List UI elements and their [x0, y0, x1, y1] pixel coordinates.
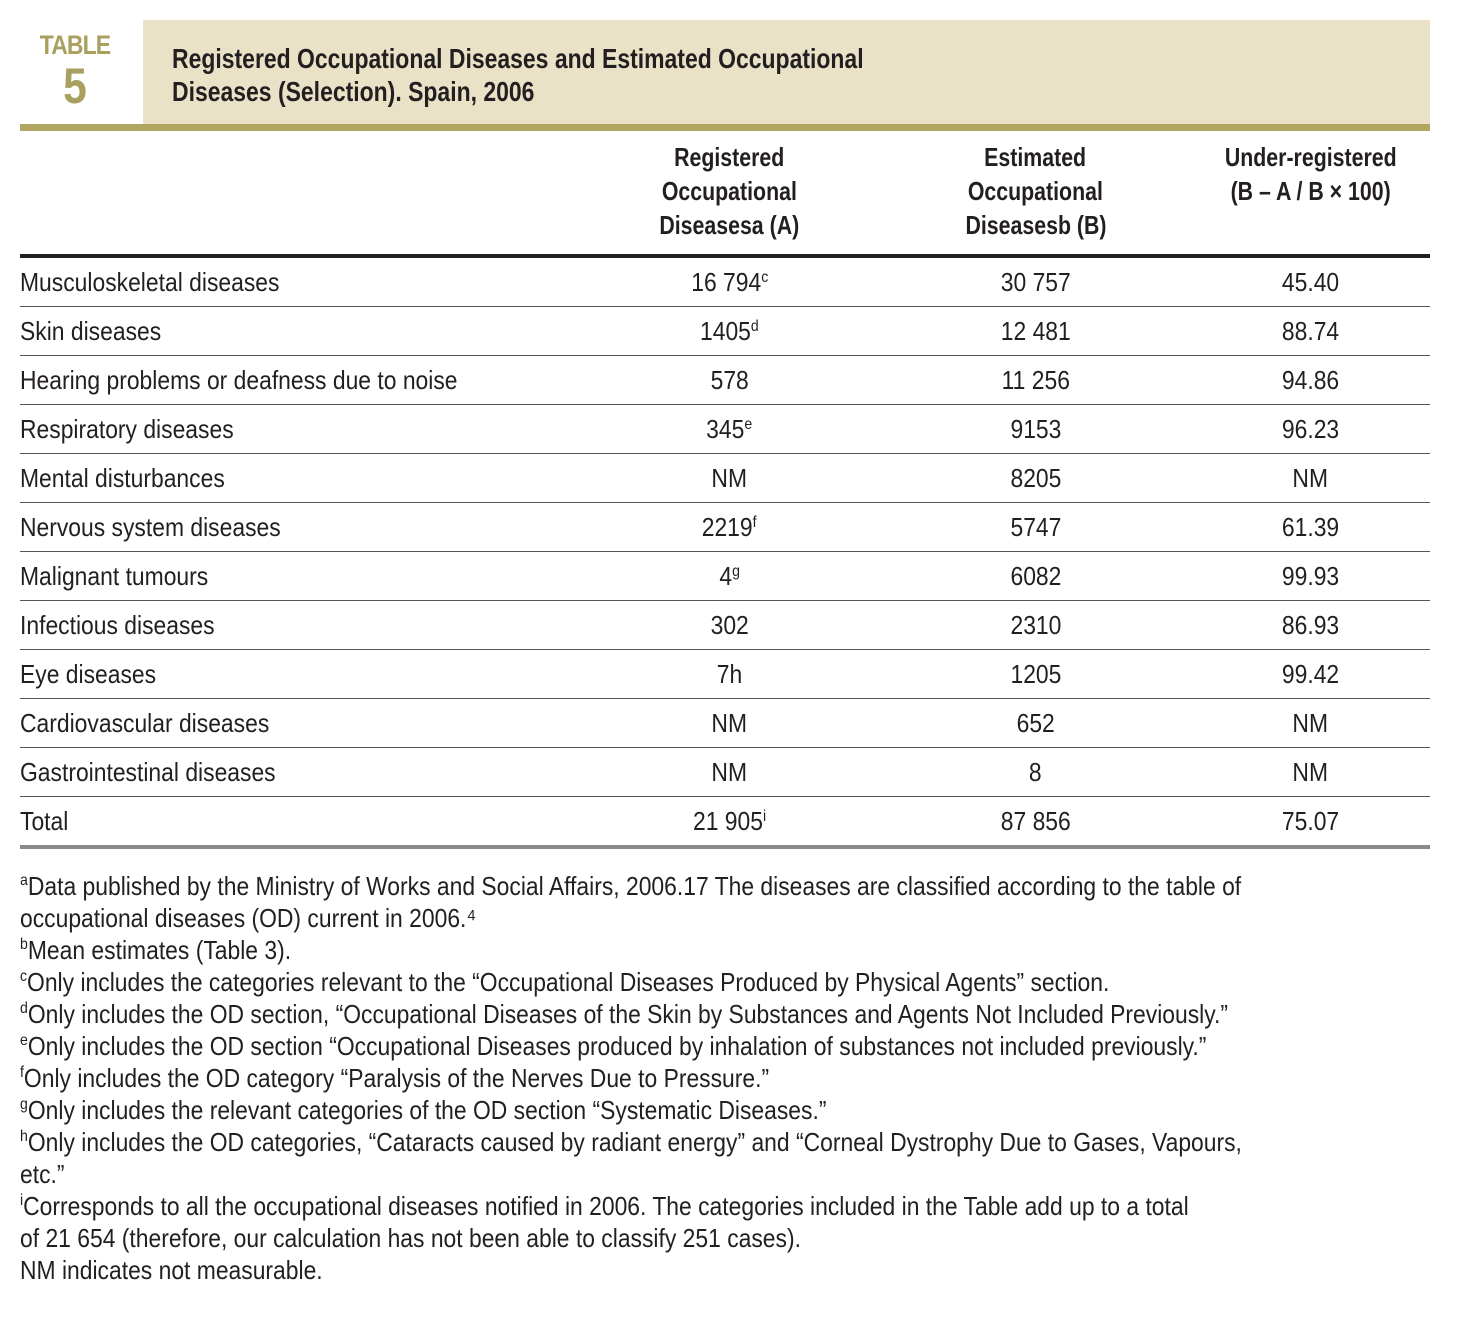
under-registered-cell — [1191, 454, 1430, 503]
registered-cell-value — [707, 414, 753, 445]
registered-cell-value — [717, 659, 742, 690]
estimated-cell — [880, 356, 1191, 405]
registered-cell — [579, 601, 880, 650]
estimated-cell — [880, 797, 1191, 848]
under-registered-cell-value — [1282, 267, 1339, 298]
disease-name-value — [20, 414, 234, 445]
disease-name — [20, 454, 579, 503]
under-registered-cell — [1191, 601, 1430, 650]
registered-cell-value — [693, 806, 766, 837]
disease-name-text: Respiratory diseases — [20, 413, 234, 444]
estimated-cell-value — [1001, 267, 1071, 298]
registered-cell-text: 7h — [716, 658, 743, 689]
footnote-line: Corresponds to all the occupational diseases notified in 2006. The categories included in the Table add up to a total — [23, 1191, 1189, 1221]
estimated-cell-value — [1001, 806, 1071, 837]
under-registered-cell-value — [1282, 414, 1339, 445]
estimated-cell-text: 11 256 — [1001, 364, 1070, 395]
registered-cell — [579, 256, 880, 307]
table-row — [20, 650, 1430, 699]
footnote-line: of 21 654 (therefore, our calculation has not been able to classify 251 cases). — [20, 1223, 801, 1253]
estimated-cell — [880, 601, 1191, 650]
table-row — [20, 552, 1430, 601]
disease-name-value — [20, 806, 68, 837]
under-registered-cell-value — [1282, 659, 1339, 690]
footnote-marker: f — [20, 1064, 24, 1081]
footnote-marker: d — [20, 1000, 28, 1017]
estimated-cell-text: 12 481 — [1000, 315, 1071, 346]
disease-name — [20, 256, 579, 307]
table-row — [20, 454, 1430, 503]
disease-name-value — [20, 561, 208, 592]
footnote — [20, 1062, 1393, 1094]
column-header — [579, 140, 880, 256]
column-header-line: Registered — [674, 142, 785, 172]
estimated-cell-text: 5747 — [1010, 511, 1061, 542]
footnote-marker: e — [744, 415, 753, 433]
column-header — [880, 140, 1191, 256]
footnote-marker: h — [20, 1128, 28, 1145]
column-header-line: Occupational — [968, 176, 1104, 206]
registered-cell — [579, 797, 880, 848]
estimated-cell — [880, 650, 1191, 699]
estimated-cell — [880, 256, 1191, 307]
under-registered-cell — [1191, 256, 1430, 307]
table-title — [172, 42, 1074, 108]
column-header-line: Occupational — [662, 176, 798, 206]
table-row — [20, 256, 1430, 307]
footnote-marker: g — [20, 1096, 28, 1113]
footnote-line: Data published by the Ministry of Works and Social Affairs, 2006.17 The diseases are classified according to the table of — [27, 871, 1242, 901]
under-registered-cell-value — [1282, 512, 1339, 543]
registered-cell — [579, 405, 880, 454]
registered-cell-text: 2219 — [702, 511, 754, 542]
disease-name — [20, 601, 579, 650]
disease-name-value — [20, 512, 281, 543]
under-registered-cell — [1191, 552, 1430, 601]
column-header-line: Estimated — [984, 142, 1087, 172]
disease-name — [20, 552, 579, 601]
registered-cell-value — [712, 463, 748, 494]
disease-name-text: Musculoskeletal diseases — [20, 266, 280, 297]
table-row — [20, 748, 1430, 797]
under-registered-cell-value — [1293, 463, 1329, 494]
footnote-marker: b — [20, 936, 28, 953]
footnote-line: Only includes the categories relevant to the “Occupational Diseases Produced by Physical Agents” section. — [27, 967, 1110, 997]
header-blank — [20, 140, 579, 256]
under-registered-cell-text: 94.86 — [1281, 364, 1340, 395]
table-label-word: TABLE — [39, 30, 111, 60]
footnote-line: Only includes the OD section, “Occupational Diseases of the Skin by Substances and Agents Not Included Previously.” — [27, 999, 1228, 1029]
under-registered-cell-text: NM — [1292, 756, 1329, 787]
estimated-cell-text: 2310 — [1010, 609, 1061, 640]
registered-cell-value — [712, 708, 748, 739]
table-row — [20, 503, 1430, 552]
disease-name-value — [20, 365, 458, 396]
estimated-cell-value — [1016, 708, 1054, 739]
under-registered-cell-text: 86.93 — [1281, 609, 1340, 640]
disease-name — [20, 748, 579, 797]
estimated-cell-text: 9153 — [1010, 413, 1061, 444]
estimated-cell-value — [1010, 414, 1061, 445]
under-registered-cell-value — [1293, 757, 1329, 788]
accent-divider — [20, 124, 1430, 131]
estimated-cell — [880, 552, 1191, 601]
footnote — [20, 998, 1393, 1030]
registered-cell-text: 578 — [710, 364, 749, 395]
registered-cell-text: 21 905 — [693, 805, 763, 836]
under-registered-cell-text: 99.42 — [1281, 658, 1340, 689]
disease-name-value — [20, 316, 161, 347]
registered-cell-text: 302 — [710, 609, 749, 640]
column-header-line: (B – A / B × 100) — [1230, 176, 1391, 206]
registered-cell — [579, 699, 880, 748]
footnote — [20, 1126, 1393, 1190]
footnote-line: Only includes the relevant categories of the OD section “Systematic Diseases.” — [27, 1095, 827, 1125]
estimated-cell-value — [1029, 757, 1042, 788]
registered-cell-value — [710, 610, 748, 641]
disease-name — [20, 503, 579, 552]
table-number: 5 — [63, 58, 87, 114]
registered-cell — [579, 552, 880, 601]
table-row — [20, 405, 1430, 454]
under-registered-cell-value — [1282, 806, 1339, 837]
footnote-marker: c — [20, 968, 28, 985]
column-header-line: Diseasesa (A) — [659, 210, 800, 240]
registered-cell — [579, 503, 880, 552]
estimated-cell-value — [1010, 512, 1061, 543]
registered-cell-value — [700, 316, 759, 347]
disease-name-text: Mental disturbances — [20, 462, 225, 493]
footnote-marker: a — [20, 872, 28, 889]
registered-cell — [579, 356, 880, 405]
footnote — [20, 966, 1393, 998]
footnote-line: occupational diseases (OD) current in 2006.⁴ — [20, 903, 477, 933]
disease-name-text: Infectious diseases — [20, 609, 215, 640]
registered-cell-text: NM — [711, 462, 748, 493]
estimated-cell-value — [1010, 561, 1061, 592]
footnote-line: Only includes the OD category “Paralysis of the Nerves Due to Pressure.” — [23, 1063, 770, 1093]
footnote — [20, 1030, 1393, 1062]
estimated-cell-text: 6082 — [1010, 560, 1061, 591]
registered-cell-text: NM — [711, 707, 748, 738]
registered-cell — [579, 748, 880, 797]
disease-name — [20, 699, 579, 748]
estimated-cell-value — [1001, 365, 1069, 396]
under-registered-cell-text: 96.23 — [1281, 413, 1340, 444]
under-registered-cell-text: 61.39 — [1281, 511, 1340, 542]
estimated-cell — [880, 405, 1191, 454]
disease-name-text: Cardiovascular diseases — [20, 707, 270, 738]
title-line-1: Registered Occupational Diseases and Estimated Occupational — [172, 43, 864, 74]
under-registered-cell-text: 75.07 — [1281, 805, 1340, 836]
registered-cell-value — [702, 512, 757, 543]
disease-name-text: Eye diseases — [20, 658, 157, 689]
title-line-2: Diseases (Selection). Spain, 2006 — [172, 76, 535, 107]
under-registered-cell-text: NM — [1292, 462, 1329, 493]
disease-name-text: Skin diseases — [20, 315, 162, 346]
disease-name — [20, 405, 579, 454]
registered-cell-value — [691, 267, 768, 298]
estimated-cell-text: 8205 — [1010, 462, 1061, 493]
table-row — [20, 601, 1430, 650]
disease-name-text: Total — [20, 805, 69, 836]
disease-name-value — [20, 463, 225, 494]
estimated-cell-text: 8 — [1029, 756, 1042, 787]
footnote-marker: i — [762, 807, 767, 825]
under-registered-cell-value — [1293, 708, 1329, 739]
footnotes — [20, 870, 1393, 1286]
footnote-line: Mean estimates (Table 3). — [27, 935, 292, 965]
footnote-line: NM indicates not measurable. — [20, 1255, 323, 1285]
registered-cell-text: 16 794 — [691, 266, 762, 297]
disease-name-value — [20, 610, 215, 641]
estimated-cell-value — [1001, 316, 1071, 347]
estimated-cell-text: 87 856 — [1000, 805, 1071, 836]
registered-cell-value — [719, 561, 740, 592]
footnote-marker: d — [751, 317, 759, 335]
estimated-cell — [880, 748, 1191, 797]
column-header — [1191, 140, 1430, 256]
registered-cell-text: NM — [711, 756, 748, 787]
data-table — [20, 140, 1430, 849]
footnote — [20, 1190, 1393, 1254]
disease-name — [20, 797, 579, 848]
footnote-marker: f — [753, 513, 757, 531]
column-header-line: Diseasesb (B) — [965, 210, 1107, 240]
footnote-marker: i — [20, 1192, 24, 1209]
under-registered-cell — [1191, 307, 1430, 356]
disease-name-value — [20, 708, 269, 739]
table-row — [20, 797, 1430, 848]
registered-cell — [579, 650, 880, 699]
registered-cell-text: 1405 — [700, 315, 752, 346]
registered-cell-value — [710, 365, 748, 396]
disease-name-text: Nervous system diseases — [20, 511, 281, 542]
estimated-cell-value — [1010, 463, 1061, 494]
footnote — [20, 1094, 1393, 1126]
column-header-line: Under-registered — [1224, 142, 1397, 172]
under-registered-cell — [1191, 503, 1430, 552]
footnote-line: etc.” — [20, 1159, 65, 1189]
footnote — [20, 870, 1393, 934]
under-registered-cell — [1191, 748, 1430, 797]
footnote — [20, 934, 1393, 966]
header-row — [20, 140, 1430, 256]
table-label — [20, 30, 130, 112]
table-row — [20, 699, 1430, 748]
under-registered-cell-text: NM — [1292, 707, 1329, 738]
registered-cell-value — [712, 757, 748, 788]
registered-cell-text: 345 — [706, 413, 745, 444]
disease-name-value — [20, 659, 156, 690]
under-registered-cell-value — [1282, 365, 1339, 396]
table-row — [20, 307, 1430, 356]
estimated-cell-text: 30 757 — [1000, 266, 1071, 297]
registered-cell-text: 4 — [719, 560, 733, 591]
estimated-cell-value — [1010, 610, 1061, 641]
under-registered-cell — [1191, 699, 1430, 748]
under-registered-cell — [1191, 650, 1430, 699]
disease-name — [20, 356, 579, 405]
footnote-line: Only includes the OD categories, “Cataracts caused by radiant energy” and “Corneal Dystrophy Due to Gases, Vapours, — [27, 1127, 1242, 1157]
footnote — [20, 1254, 1393, 1286]
under-registered-cell-text: 45.40 — [1281, 266, 1340, 297]
estimated-cell — [880, 699, 1191, 748]
estimated-cell — [880, 454, 1191, 503]
under-registered-cell-value — [1282, 561, 1339, 592]
estimated-cell-text: 1205 — [1010, 658, 1061, 689]
disease-name-text: Gastrointestinal diseases — [20, 756, 276, 787]
estimated-cell-value — [1010, 659, 1061, 690]
under-registered-cell — [1191, 356, 1430, 405]
disease-name-text: Hearing problems or deafness due to noise — [20, 364, 458, 395]
disease-name-value — [20, 757, 276, 788]
under-registered-cell — [1191, 797, 1430, 848]
estimated-cell — [880, 307, 1191, 356]
footnote-line: Only includes the OD section “Occupational Diseases produced by inhalation of substances not included previously.” — [27, 1031, 1207, 1061]
registered-cell — [579, 454, 880, 503]
disease-name-value — [20, 267, 279, 298]
under-registered-cell-value — [1282, 316, 1339, 347]
disease-name — [20, 307, 579, 356]
footnote-marker: e — [20, 1032, 28, 1049]
estimated-cell-text: 652 — [1016, 707, 1055, 738]
footnote-marker: c — [761, 268, 769, 286]
disease-name — [20, 650, 579, 699]
under-registered-cell — [1191, 405, 1430, 454]
under-registered-cell-text: 88.74 — [1281, 315, 1340, 346]
table-row — [20, 356, 1430, 405]
registered-cell — [579, 307, 880, 356]
estimated-cell — [880, 503, 1191, 552]
footnote-marker: g — [732, 562, 740, 580]
under-registered-cell-text: 99.93 — [1281, 560, 1340, 591]
disease-name-text: Malignant tumours — [20, 560, 209, 591]
under-registered-cell-value — [1282, 610, 1339, 641]
